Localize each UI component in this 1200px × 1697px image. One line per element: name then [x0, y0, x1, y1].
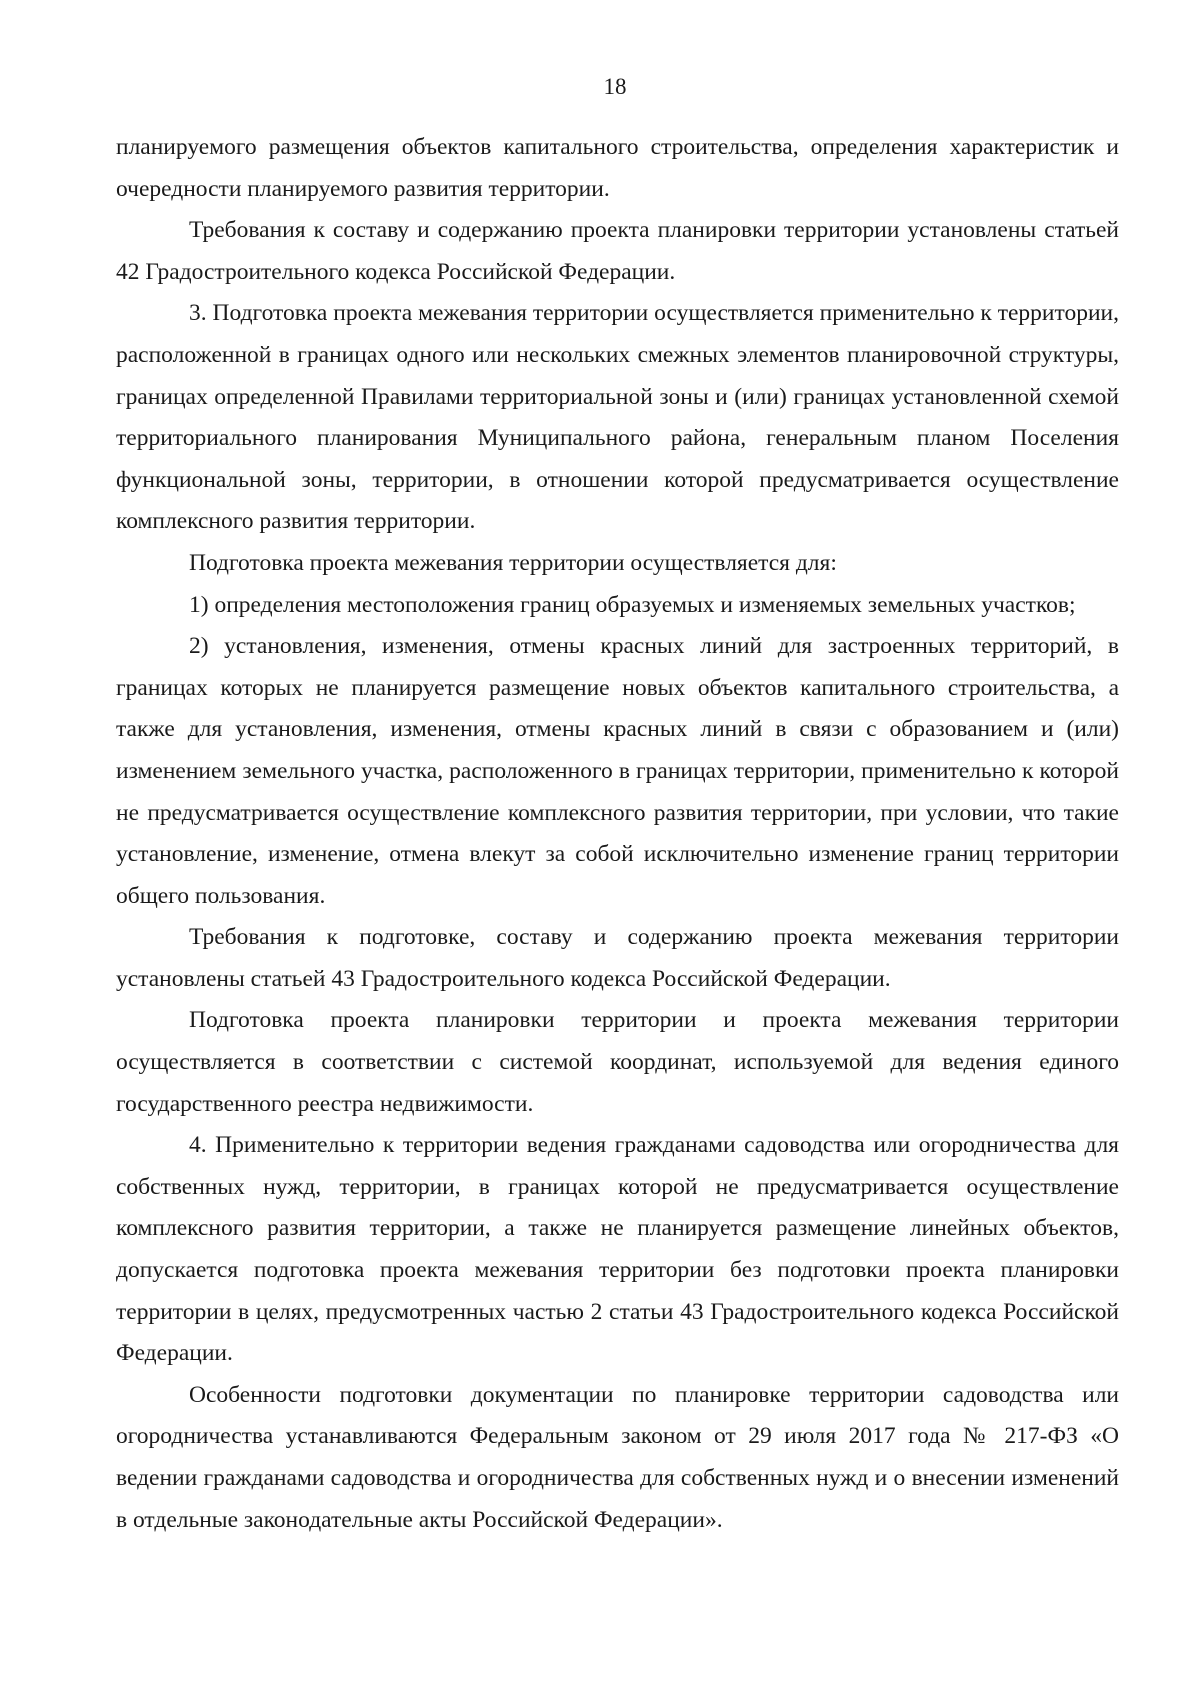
document-body [116, 127, 1119, 1541]
paragraph-planning-requirements: Требования к составу и содержанию проекта планировки территории установлены статьей 42 Градостроительного кодекса Российской Федерации. [116, 217, 1119, 285]
paragraph-coordinate-system: Подготовка проекта планировки территории и проекта межевания территории осуществляется в соответствии с системой координат, используемой для ведения единого государственного реестра недвижимости. [116, 1007, 1119, 1117]
paragraph-purpose-1: 1) определения местоположения границ образуемых и изменяемых земельных участков; [189, 591, 1076, 618]
paragraph-gardening-law: Особенности подготовки документации по планировке территории садоводства или огородничества устанавливаются Федеральным законом от 29 июля 2017 года № 217-ФЗ «О ведении гражданами садоводства и огородничества для собственных нужд и о внесении изменений в отдельные законодательные акты Российской Федерации». [116, 1381, 1119, 1533]
page-number: 18 [603, 74, 627, 99]
paragraph-item-4: 4. Применительно к территории ведения гражданами садоводства или огородничества для собственных нужд, территории, в границах которой не предусматривается осуществление комплексного развития территории, а также не планируется размещение линейных объектов, допускается подготовка проекта межевания территории без подготовки проекта планировки территории в целях, предусмотренных частью 2 статьи 43 Градостроительного кодекса Российской Федерации. [116, 1132, 1119, 1367]
paragraph-item-3: 3. Подготовка проекта межевания территории осуществляется применительно к территории, расположенной в границах одного или нескольких смежных элементов планировочной структуры, границах определенной Правилами территориальной зоны и (или) границах установленной схемой территориального планирования Муниципального района, генеральным планом Поселения функциональной зоны, территории, в отношении которой предусматривается осуществление комплексного развития территории. [116, 300, 1119, 535]
paragraph-purpose-2: 2) установления, изменения, отмены красных линий для застроенных территорий, в границах которых не планируется размещение новых объектов капитального строительства, а также для установления, изменения, отмены красных линий в связи с образованием и (или) изменением земельного участка, расположенного в границах территории, применительно к которой не предусматривается осуществление комплексного развития территории, при условии, что такие установление, изменение, отмена влекут за собой исключительно изменение границ территории общего пользования. [116, 633, 1119, 909]
paragraph-continuation: планируемого размещения объектов капитального строительства, определения характеристик и очередности планируемого развития территории. [116, 134, 1119, 202]
paragraph-surveying-requirements: Требования к подготовке, составу и содержанию проекта межевания территории установлены статьей 43 Градостроительного кодекса Российской Федерации. [116, 924, 1119, 992]
paragraph-purposes-intro: Подготовка проекта межевания территории осуществляется для: [189, 549, 837, 576]
